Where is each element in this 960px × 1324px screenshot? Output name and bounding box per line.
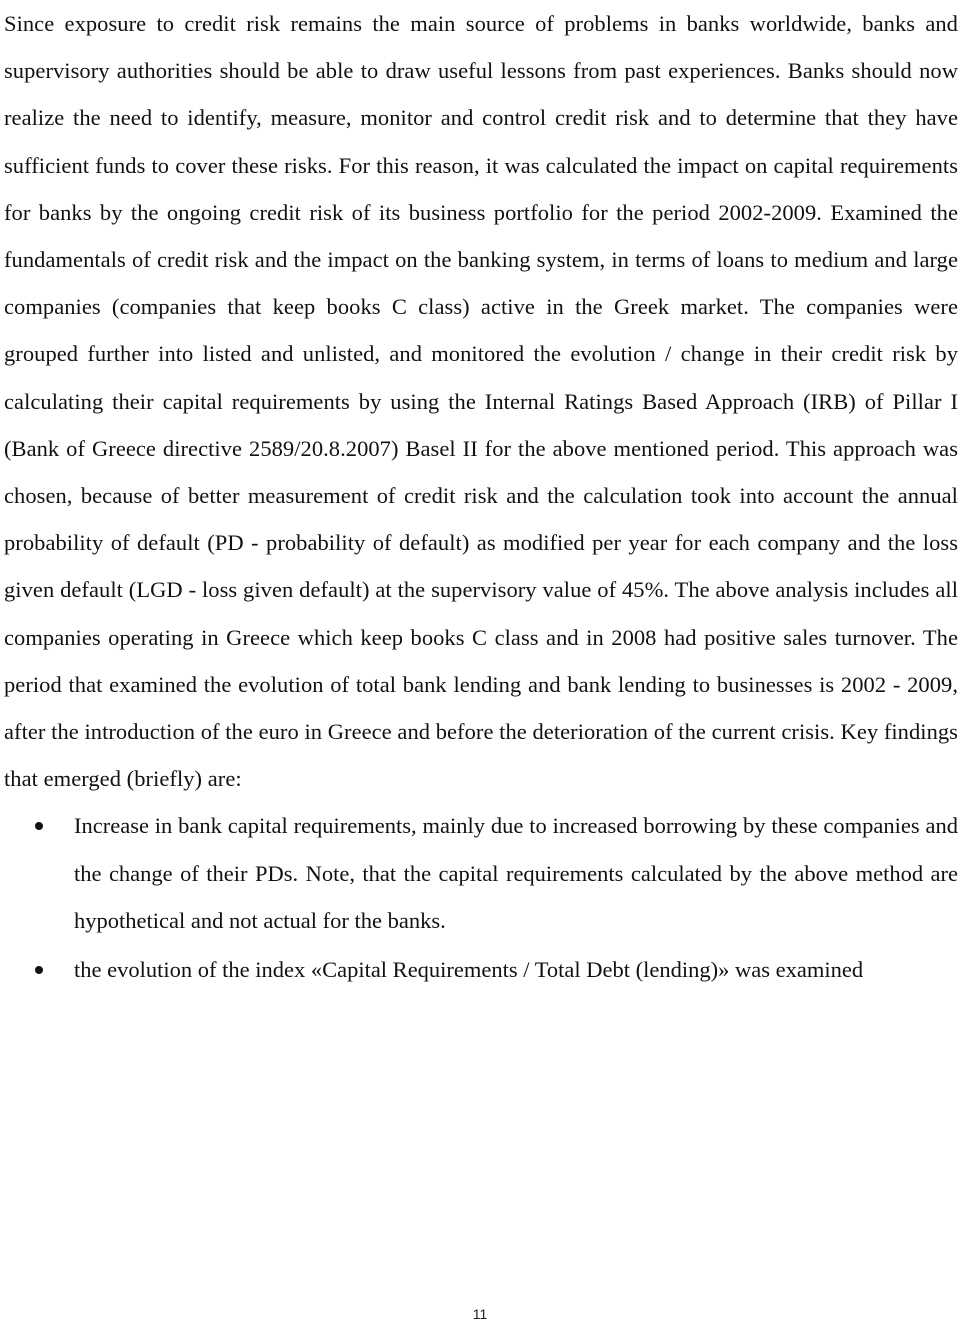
key-findings-list bbox=[4, 802, 958, 993]
page-number: 11 bbox=[472, 1306, 488, 1322]
bullet-text: Increase in bank capital requirements, mainly due to increased borrowing by these companies and the change of their PDs. Note, that the capital requirements calculated by the above method are hypothetical and not actual for the banks. bbox=[74, 813, 958, 933]
list-item bbox=[4, 802, 958, 944]
body-paragraph: Since exposure to credit risk remains the main source of problems in banks worldwide, banks and supervisory authorities should be able to draw useful lessons from past experiences. Banks should now realize the need to identify, measure, monitor and control credit risk and to determine that they have sufficient funds to cover these risks. For this reason, it was calculated the impact on capital requirements for banks by the ongoing credit risk of its business portfolio for the period 2002-2009. Examined the fundamentals of credit risk and the impact on the banking system, in terms of loans to medium and large companies (companies that keep books C class) active in the Greek market. The companies were grouped further into listed and unlisted, and monitored the evolution / change in their credit risk by calculating their capital requirements by using the Internal Ratings Based Approach (IRB) of Pillar I (Bank of Greece directive 2589/20.8.2007) Basel II for the above mentioned period. This approach was chosen, because of better measurement of credit risk and the calculation took into account the annual probability of default (PD - probability of default) as modified per year for each company and the loss given default (LGD - loss given default) at the supervisory value of 45%. The above analysis includes all companies operating in Greece which keep books C class and in 2008 had positive sales turnover. The period that examined the evolution of total bank lending and bank lending to businesses is 2002 - 2009, after the introduction of the euro in Greece and before the deterioration of the current crisis. Key findings that emerged (briefly) are: bbox=[4, 11, 958, 792]
bullet-text: the evolution of the index «Capital Requirements / Total Debt (lending)» was examined bbox=[74, 957, 864, 983]
document-page bbox=[4, 0, 958, 993]
bullet-icon bbox=[35, 966, 43, 974]
list-item bbox=[4, 946, 958, 993]
bullet-icon bbox=[35, 822, 43, 830]
